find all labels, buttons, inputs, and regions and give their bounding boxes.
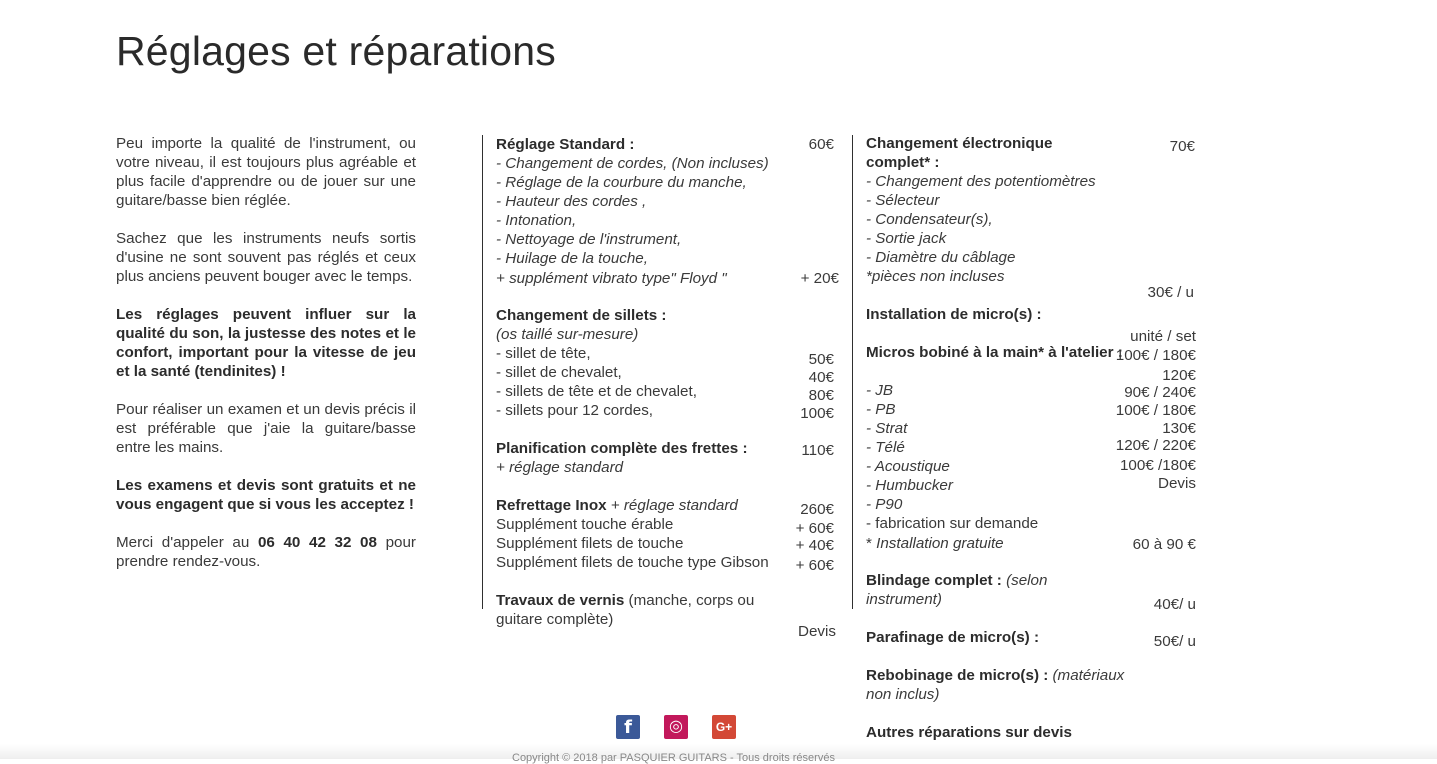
fabrication-item: - fabrication sur demande xyxy=(866,515,1039,532)
intro-paragraph-bold: Les examens et devis sont gratuits et ne vous engagent que si vous les acceptez ! xyxy=(116,477,416,513)
item-price: 100€ / 180€ xyxy=(1115,402,1196,419)
intro-paragraph: Peu importe la qualité de l'instrument, ou votre niveau, il est toujours plus agréable et plus facile d'apprendre ou de jouer sur une guitare/basse bien réglée. xyxy=(116,135,416,209)
intro-paragraph: Pour réaliser un examen et un devis précis il est préférable que j'aie la guitare/basse entre les mains. xyxy=(116,401,416,456)
vibrato-price: + 20€ xyxy=(800,270,839,287)
parafinage-price: 50€/ u xyxy=(1153,633,1196,650)
column-divider xyxy=(852,135,853,609)
list-item: Supplément filets de touche xyxy=(496,535,684,552)
list-item: - Huilage de la touche, xyxy=(496,250,648,267)
reglage-standard-title: Réglage Standard : xyxy=(496,136,635,153)
item-price: 40€ xyxy=(808,369,834,386)
list-item: - sillet de chevalet, xyxy=(496,364,622,381)
list-item: - Sélecteur xyxy=(866,192,940,209)
instagram-icon[interactable]: ◎ xyxy=(664,715,688,739)
list-item: - sillets de tête et de chevalet, xyxy=(496,383,697,400)
blindage-title: Blindage complet : (selon instrument) xyxy=(866,572,1048,608)
copyright-text: Copyright © 2018 par PASQUIER GUITARS - Tous droits réservés xyxy=(512,752,835,764)
item-price: + 60€ xyxy=(795,557,834,574)
google-plus-icon[interactable]: G+ xyxy=(712,715,736,739)
vernis-price: Devis xyxy=(798,623,836,640)
column-divider xyxy=(482,135,483,609)
list-item: - sillet de tête, xyxy=(496,345,591,362)
list-item: - Diamètre du câblage xyxy=(866,249,1016,266)
installation-title: Installation de micro(s) : xyxy=(866,306,1042,323)
item-price: 130€ xyxy=(1162,420,1196,437)
list-item: - Changement de cordes, (Non incluses) xyxy=(496,155,769,172)
list-item: *pièces non incluses xyxy=(866,268,1005,285)
list-item: - Réglage de la courbure du manche, xyxy=(496,174,747,191)
list-item: - Condensateur(s), xyxy=(866,211,993,228)
intro-paragraph: Sachez que les instruments neufs sortis d'usine ne sont souvent pas réglés et ceux plus anciens peuvent bouger avec le temps. xyxy=(116,230,416,285)
list-item: - Strat xyxy=(866,420,908,437)
item-price: 120€ xyxy=(1162,367,1196,384)
electronique-price: 70€ xyxy=(1169,138,1195,155)
facebook-icon[interactable]: f xyxy=(616,715,640,739)
installation-gratuite: * Installation gratuite xyxy=(866,535,1004,552)
list-item: - Sortie jack xyxy=(866,230,947,247)
refrettage-title: Refrettage Inox + réglage standard xyxy=(496,497,738,514)
list-item: - Acoustique xyxy=(866,458,950,475)
rebobinage-title: Rebobinage de micro(s) : (matériaux non inclus) xyxy=(866,667,1125,703)
list-item: - Nettoyage de l'instrument, xyxy=(496,231,682,248)
vibrato-supplement: + supplément vibrato type" Floyd " xyxy=(496,270,727,287)
list-item: - Changement des potentiomètres xyxy=(866,173,1096,190)
micros-title-price: 100€ / 180€ xyxy=(1115,347,1196,364)
page-title: Réglages et réparations xyxy=(116,28,556,74)
unit-set-header: unité / set xyxy=(1130,328,1196,345)
list-item: Supplément filets de touche type Gibson xyxy=(496,554,769,571)
item-price: 90€ / 240€ xyxy=(1124,384,1196,401)
list-item: - JB xyxy=(866,382,894,399)
intro-text xyxy=(116,134,416,590)
phone-number[interactable]: 06 40 42 32 08 xyxy=(257,534,377,551)
item-price: 100€ /180€ xyxy=(1119,457,1196,474)
item-price: 100€ xyxy=(800,405,834,422)
autres-reparations: Autres réparations sur devis xyxy=(866,724,1072,741)
list-item: Supplément touche érable xyxy=(496,516,674,533)
item-price: 80€ xyxy=(808,387,834,404)
sillets-subtitle: (os taillé sur-mesure) xyxy=(496,326,639,343)
social-bar xyxy=(616,715,738,739)
list-item: - PB xyxy=(866,401,896,418)
blindage-price: 40€/ u xyxy=(1153,596,1196,613)
list-item: - Intonation, xyxy=(496,212,577,229)
intro-paragraph-bold: Les réglages peuvent influer sur la qualité du son, la justesse des notes et le confort, important pour la vitesse de jeu et la santé (tendinites) ! xyxy=(116,306,416,380)
parafinage-title: Parafinage de micro(s) : xyxy=(866,629,1040,646)
list-item: - Télé xyxy=(866,439,905,456)
gratuite-price: 60 à 90 € xyxy=(1132,536,1196,553)
micros-title: Micros bobiné à la main* à l'atelier : xyxy=(866,344,1123,361)
frettes-title: Planification complète des frettes : xyxy=(496,440,748,457)
vernis-title: Travaux de vernis (manche, corps ou guitare complète) xyxy=(496,592,755,628)
list-item: - P90 xyxy=(866,496,903,513)
list-item: - sillets pour 12 cordes, xyxy=(496,402,654,419)
item-price: + 40€ xyxy=(795,537,834,554)
sillets-title: Changement de sillets : xyxy=(496,307,667,324)
refrettage-price: 260€ xyxy=(800,501,834,518)
list-item: - Humbucker xyxy=(866,477,953,494)
item-price: 50€ xyxy=(808,351,834,368)
intro-contact: Merci d'appeler au 06 40 42 32 08 pour prendre rendez-vous. xyxy=(116,534,416,570)
item-price: + 60€ xyxy=(795,520,834,537)
installation-price: 30€ / u xyxy=(1147,284,1194,301)
electronique-title: Changement électronique complet* : xyxy=(866,135,1053,171)
frettes-price: 110€ xyxy=(801,442,834,459)
item-price: Devis xyxy=(1158,475,1196,492)
frettes-subtitle: + réglage standard xyxy=(496,459,624,476)
list-item: - Hauteur des cordes , xyxy=(496,193,647,210)
reglage-standard-price: 60€ xyxy=(808,136,834,153)
item-price: 120€ / 220€ xyxy=(1115,437,1196,454)
